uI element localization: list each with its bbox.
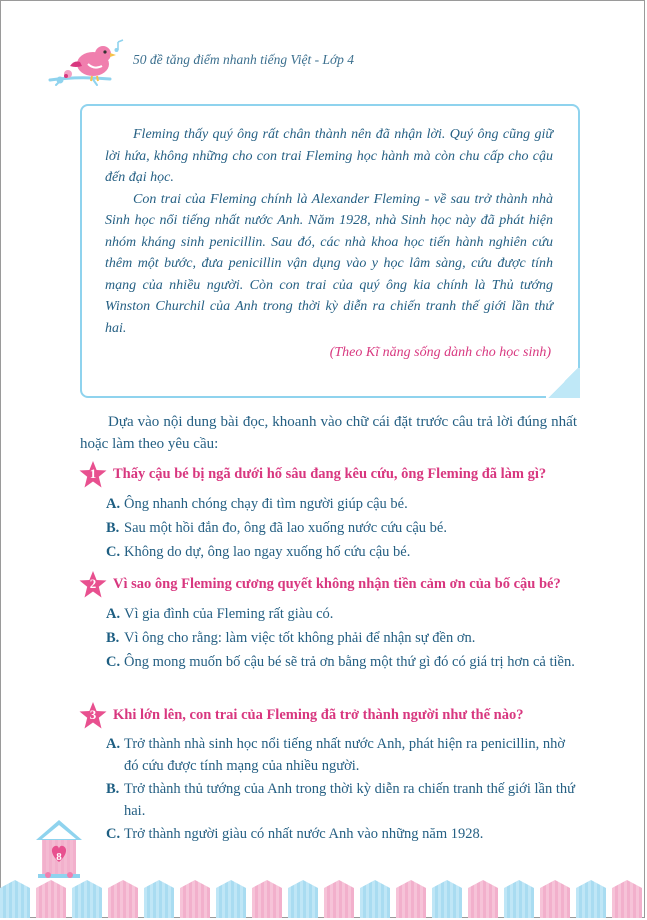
option-text: Ông nhanh chóng chạy đi tìm người giúp cậu bé. xyxy=(124,496,408,512)
option-text: Sau một hồi đắn đo, ông đã lao xuống nước cứu cậu bé. xyxy=(124,520,447,536)
question-3-option-a[interactable] xyxy=(106,734,580,777)
question-1-option-a[interactable] xyxy=(106,494,580,516)
fence-picket xyxy=(504,880,534,918)
fence-picket xyxy=(252,880,282,918)
question-2-option-c[interactable] xyxy=(106,652,580,674)
fence-picket xyxy=(324,880,354,918)
fence-picket xyxy=(108,880,138,918)
option-letter: B. xyxy=(106,520,120,536)
question-1-option-b[interactable] xyxy=(106,518,580,540)
option-letter: A. xyxy=(106,606,121,622)
birdhouse-icon xyxy=(34,818,84,882)
question-2-marker xyxy=(78,570,108,600)
reading-passage xyxy=(105,124,553,339)
fence-picket xyxy=(360,880,390,918)
fence-picket xyxy=(216,880,246,918)
footer-fence xyxy=(0,874,645,918)
option-text: Ông mong muốn bố cậu bé sẽ trả ơn bằng một thứ gì đó có giá trị hơn cả tiền. xyxy=(124,654,575,670)
fence-picket xyxy=(468,880,498,918)
question-1-marker xyxy=(78,460,108,490)
option-letter: A. xyxy=(106,736,121,752)
page-number: 8 xyxy=(56,851,62,863)
question-3-option-c[interactable] xyxy=(106,824,580,846)
fence-picket xyxy=(432,880,462,918)
question-number: 2 xyxy=(89,576,97,591)
bird-on-branch-icon xyxy=(48,36,130,91)
question-3-text: Khi lớn lên, con trai của Fleming đã trở thành người như thế nào? xyxy=(113,707,524,723)
fence-picket xyxy=(288,880,318,918)
header-title: 50 đề tăng điểm nhanh tiếng Việt - Lớp 4 xyxy=(133,52,355,67)
option-letter: B. xyxy=(106,781,120,797)
question-2-option-b[interactable] xyxy=(106,628,580,650)
option-text: Trở thành thủ tướng của Anh trong thời kỳ diễn ra chiến tranh thế giới lần thứ hai. xyxy=(124,781,575,819)
fence-picket xyxy=(180,880,210,918)
option-letter: C. xyxy=(106,826,121,842)
option-text: Vì gia đình của Fleming rất giàu có. xyxy=(124,606,334,622)
question-2-text: Vì sao ông Fleming cương quyết không nhận tiền cảm ơn của bố cậu bé? xyxy=(113,576,561,592)
option-letter: C. xyxy=(106,544,121,560)
fence-picket xyxy=(576,880,606,918)
question-number: 3 xyxy=(89,707,97,722)
fence-picket xyxy=(612,880,642,918)
option-letter: B. xyxy=(106,630,120,646)
option-text: Trở thành người giàu có nhất nước Anh vào những năm 1928. xyxy=(124,826,484,842)
option-text: Trở thành nhà sinh học nổi tiếng nhất nước Anh, phát hiện ra penicillin, nhờ đó cứu được tính mạng của nhiều người. xyxy=(124,736,566,774)
reading-paragraph: Con trai của Fleming chính là Alexander Fleming - về sau trở thành nhà Sinh học nổi tiếng nhất nước Anh. Năm 1928, nhà Sinh học này đã phát hiện nhóm kháng sinh penicillin. Sau đó, các nhà khoa học tiến hành nghiên cứu thêm một bước, đưa penicillin vận dụng vào y học lâm sàng, cứu được tính mạng của nhiều người. Còn con trai của quý ông kia chính là Thủ tướng Winston Churchil của Anh trong thời kỳ diễn ra chiến tranh thế giới lần thứ hai. xyxy=(105,191,553,336)
question-1-option-c[interactable] xyxy=(106,542,580,564)
fence-picket xyxy=(36,880,66,918)
fence-picket xyxy=(144,880,174,918)
question-number: 1 xyxy=(89,466,97,481)
question-3-marker xyxy=(78,701,108,731)
option-text: Không do dự, ông lao ngay xuống hố cứu cậu bé. xyxy=(124,544,411,560)
fence-picket xyxy=(72,880,102,918)
reading-paragraph: Fleming thấy quý ông rất chân thành nên đã nhận lời. Quý ông cũng giữ lời hứa, không những cho con trai Fleming học hành mà còn chu cấp cho cậu đến đại học. xyxy=(105,127,553,185)
question-1-text: Thấy cậu bé bị ngã dưới hố sâu đang kêu cứu, ông Fleming đã làm gì? xyxy=(113,466,547,482)
question-2-option-a[interactable] xyxy=(106,604,580,626)
option-letter: A. xyxy=(106,496,121,512)
fence-picket xyxy=(540,880,570,918)
option-text: Vì ông cho rằng: làm việc tốt không phải để nhận sự đền ơn. xyxy=(124,630,476,646)
question-3-option-b[interactable] xyxy=(106,779,580,822)
reading-source: (Theo Kĩ năng sống dành cho học sinh) xyxy=(329,345,551,360)
fence-picket xyxy=(396,880,426,918)
page-header xyxy=(48,36,448,91)
instruction-text: Dựa vào nội dung bài đọc, khoanh vào chữ cái đặt trước câu trả lời đúng nhất hoặc làm theo yêu cầu: xyxy=(80,414,577,452)
option-letter: C. xyxy=(106,654,121,670)
fence-picket xyxy=(0,880,30,918)
